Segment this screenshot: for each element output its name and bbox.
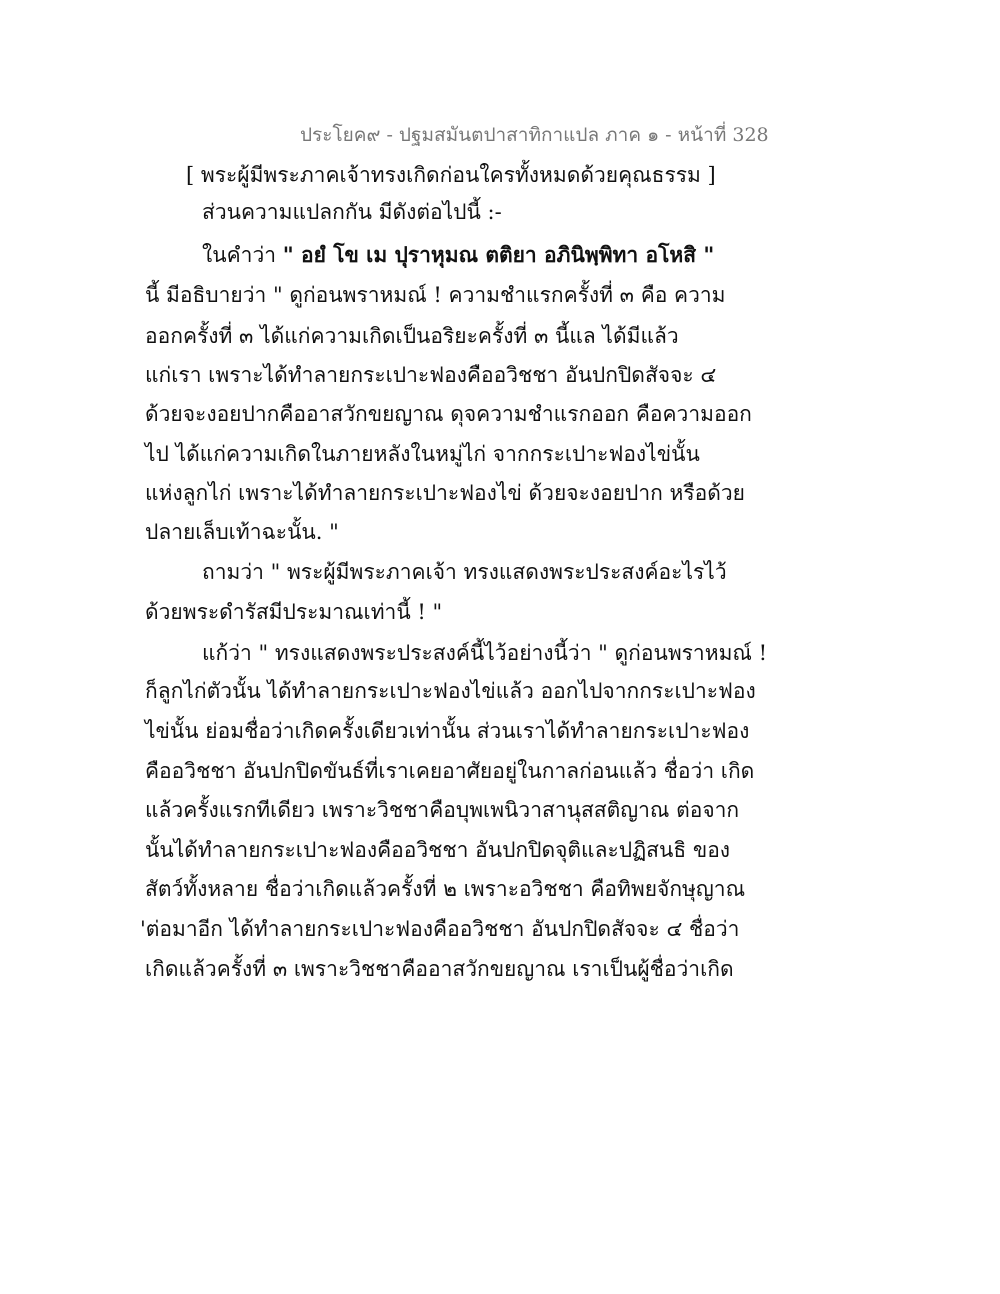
para1-line-2: ออกครั้งที่ ๓ ได้แก่ความเกิดเป็นอริยะครั้งที่ ๓ นี้แล ได้มีแล้ว — [145, 324, 679, 348]
section-heading: [ พระผู้มีพระภาคเจ้าทรงเกิดก่อนใครทั้งหมดด้วยคุณธรรม ] — [186, 163, 716, 187]
para2-line-1: ถามว่า " พระผู้มีพระภาคเจ้า ทรงแสดงพระประสงค์อะไรไว้ — [202, 560, 727, 584]
para1-line-6: แห่งลูกไก่ เพราะได้ทำลายกระเปาะฟองไข่ ด้วยจะงอยปาก หรือด้วย — [145, 481, 745, 505]
pali-quote: " อยํ โข เม ปุราหุมณ ตติยา อภินิพฺพิทา อโหสิ " — [282, 242, 715, 267]
para3-line-6: นั้นได้ทำลายกระเปาะฟองคืออวิชชา อันปกปิดจุติและปฏิสนธิ ของ — [145, 838, 731, 862]
para1-lead: ในคำว่า — [202, 243, 283, 267]
para3-line-7: สัตว์ทั้งหลาย ชื่อว่าเกิดแล้วครั้งที่ ๒ เพราะอวิชชา คือทิพยจักษุญาณ — [145, 877, 746, 901]
intro-line: ส่วนความแปลกกัน มีดังต่อไปนี้ :- — [202, 200, 502, 224]
para3-line-5: แล้วครั้งแรกทีเดียว เพราะวิชชาคือบุพเพนิวาสานุสสติญาณ ต่อจาก — [145, 798, 740, 822]
para1-first-line — [202, 240, 714, 270]
para3-line-1: แก้ว่า " ทรงแสดงพระประสงค์นี้ไว้อย่างนี้ว่า " ดูก่อนพราหมณ์ ! — [202, 641, 768, 665]
para3-line-2: ก็ลูกไก่ตัวนั้น ได้ทำลายกระเปาะฟองไข่แล้ว ออกไปจากกระเปาะฟอง — [145, 679, 756, 703]
running-header: ประโยค๙ - ปฐมสมันตปาสาทิกาแปล ภาค ๑ - หน้าที่ 328 — [300, 124, 769, 146]
para1-line-4: ด้วยจะงอยปากคืออาสวักขยญาณ ดุจความชำแรกออก คือความออก — [145, 402, 752, 426]
para1-line-5: ไป ได้แก่ความเกิดในภายหลังในหมู่ไก่ จากกระเปาะฟองไข่นั้น — [145, 442, 700, 466]
para1-line-1: นี้ มีอธิบายว่า " ดูก่อนพราหมณ์ ! ความชำแรกครั้งที่ ๓ คือ ความ — [145, 283, 726, 307]
para3-line-3: ไข่นั้น ย่อมชื่อว่าเกิดครั้งเดียวเท่านั้น ส่วนเราได้ทำลายกระเปาะฟอง — [145, 719, 750, 743]
para3-line-4: คืออวิชชา อันปกปิดขันธ์ที่เราเคยอาศัยอยู่ในกาลก่อนแล้ว ชื่อว่า เกิด — [145, 759, 755, 783]
para1-line-7: ปลายเล็บเท้าฉะนั้น. " — [145, 520, 339, 544]
para1-line-3: แก่เรา เพราะได้ทำลายกระเปาะฟองคืออวิชชา อันปกปิดสัจจะ ๔ — [145, 363, 717, 387]
para3-line-8: 'ต่อมาอีก ได้ทำลายกระเปาะฟองคืออวิชชา อันปกปิดสัจจะ ๔ ชื่อว่า — [140, 917, 740, 941]
para3-line-9: เกิดแล้วครั้งที่ ๓ เพราะวิชชาคืออาสวักขยญาณ เราเป็นผู้ชื่อว่าเกิด — [145, 957, 734, 981]
para2-line-2: ด้วยพระดำรัสมีประมาณเท่านี้ ! " — [145, 600, 443, 624]
